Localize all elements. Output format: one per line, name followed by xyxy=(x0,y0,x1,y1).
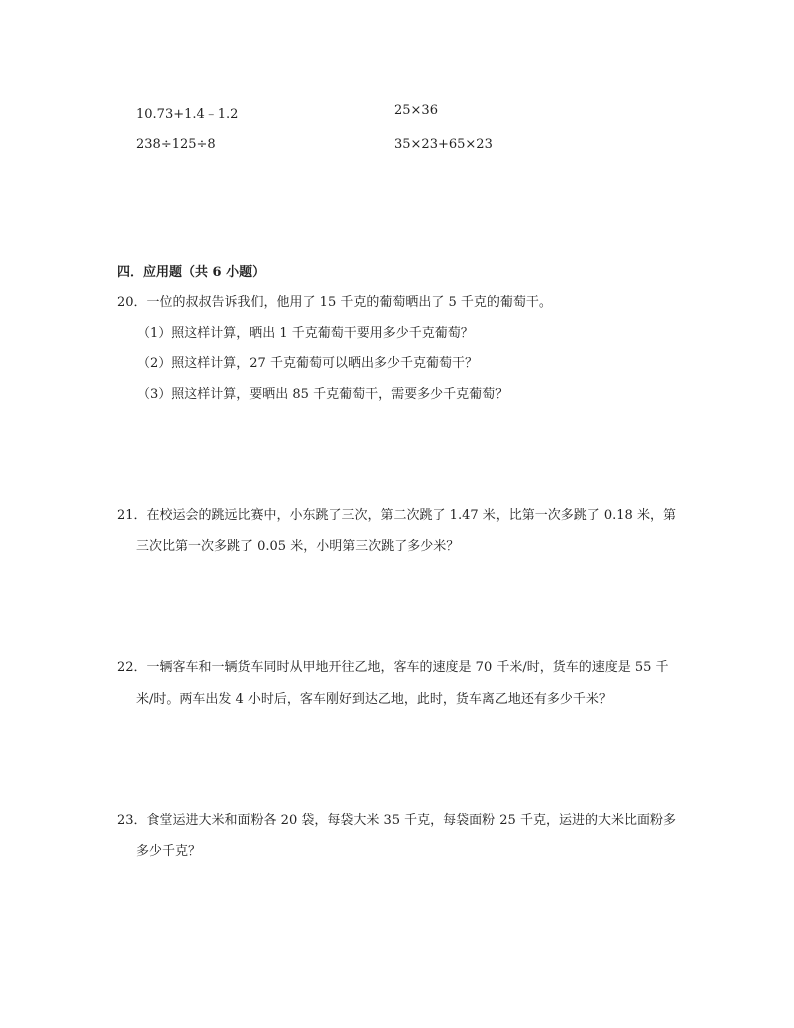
calc-expression-4: 35×23+65×23 xyxy=(394,137,493,152)
question-20-part-3: （3）照这样计算，要晒出 85 千克葡萄干，需要多少千克葡萄？ xyxy=(137,387,509,402)
question-20-stem: 20．一位的叔叔告诉我们，他用了 15 千克的葡萄晒出了 5 千克的葡萄干。 xyxy=(117,295,552,310)
question-20-part-1: （1）照这样计算，晒出 1 千克葡萄干要用多少千克葡萄？ xyxy=(137,326,474,341)
question-21-line-2: 三次比第一次多跳了 0.05 米，小明第三次跳了多少米？ xyxy=(136,539,460,554)
calc-expression-2: 25×36 xyxy=(394,103,438,118)
section-heading: 四．应用题（共 6 小题） xyxy=(117,265,266,280)
calc-expression-3: 238÷125÷8 xyxy=(136,137,216,152)
question-23-line-2: 多少千克？ xyxy=(136,844,202,859)
question-22-line-1: 22．一辆客车和一辆货车同时从甲地开往乙地，客车的速度是 70 千米/时，货车的速度是 55 千 xyxy=(117,660,669,675)
question-21-line-1: 21．在校运会的跳远比赛中，小东跳了三次，第二次跳了 1.47 米，比第一次多跳了 0.18 米，第 xyxy=(117,508,676,523)
question-20-part-2: （2）照这样计算，27 千克葡萄可以晒出多少千克葡萄干？ xyxy=(137,356,478,371)
question-22-line-2: 米/时。两车出发 4 小时后，客车刚好到达乙地，此时，货车离乙地还有多少千米？ xyxy=(136,692,612,707)
calc-expression-1: 10.73+1.4﹣1.2 xyxy=(136,107,239,122)
question-23-line-1: 23．食堂运进大米和面粉各 20 袋，每袋大米 35 千克，每袋面粉 25 千克，运进的大米比面粉多 xyxy=(117,813,676,828)
